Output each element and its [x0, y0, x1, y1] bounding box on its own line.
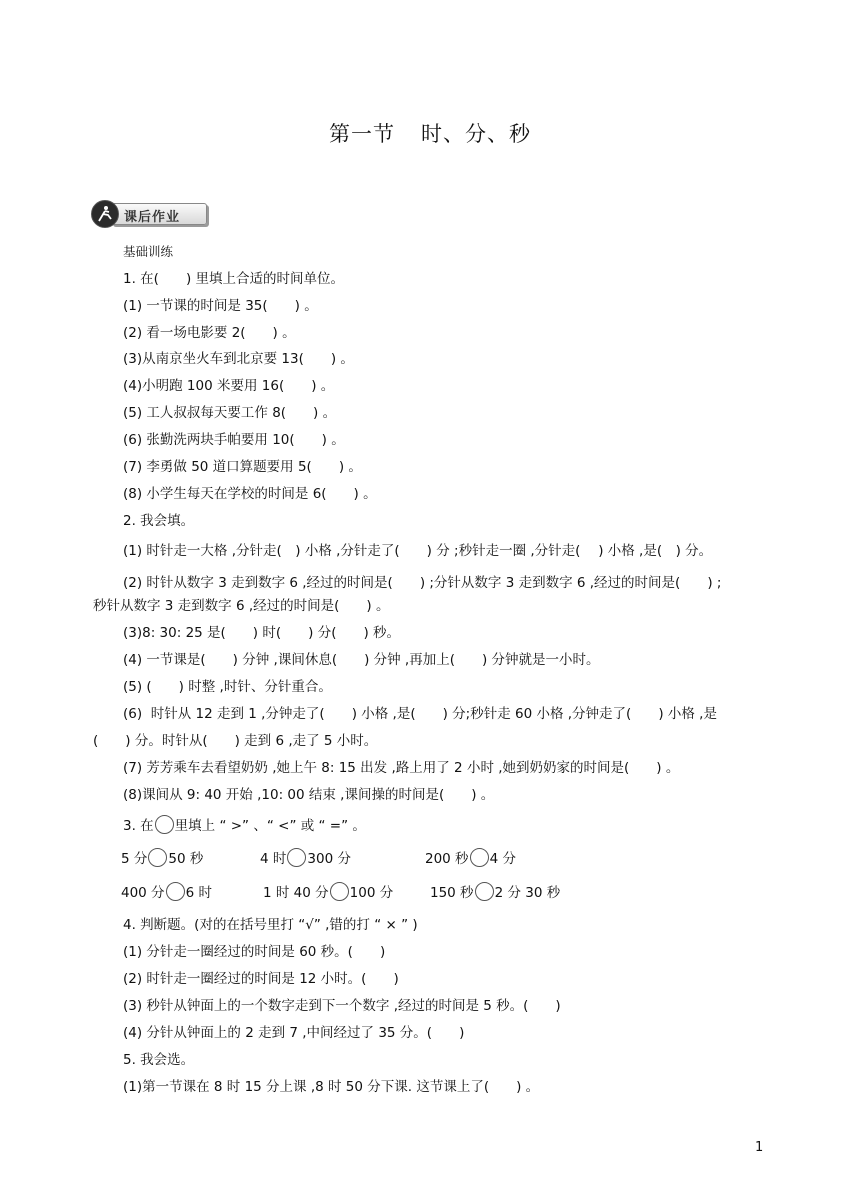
answer-circle[interactable]	[166, 882, 185, 901]
answer-circle[interactable]	[330, 882, 349, 901]
compare-right: 300 分	[307, 851, 351, 867]
q2-item-continued: ( ) 分。时针从( ) 走到 6 ,走了 5 小时。	[93, 733, 378, 749]
q1-item: (1) 一节课的时间是 35( ) 。	[123, 298, 318, 314]
compare-circle-icon	[155, 815, 174, 834]
q4-item: (2) 时针走一圈经过的时间是 12 小时。( )	[123, 971, 399, 987]
q2-item: (6) 时针从 12 走到 1 ,分钟走了( ) 小格 ,是( ) 分;秒针走 60 小格 ,分钟走了( ) 小格 ,是	[123, 706, 717, 722]
banner-label: 课后作业	[124, 210, 181, 225]
q1-item: (4)小明跑 100 米要用 16( ) 。	[123, 378, 335, 394]
q1-item: (6) 张勤洗两块手帕要用 10( ) 。	[123, 432, 345, 448]
title-part1: 第一节	[329, 122, 395, 146]
answer-circle[interactable]	[470, 848, 489, 867]
q2-item: (7) 芳芳乘车去看望奶奶 ,她上午 8: 15 出发 ,路上用了 2 小时 ,她到奶奶家的时间是( ) 。	[123, 760, 680, 776]
q2-item: (2) 时针从数字 3 走到数字 6 ,经过的时间是( ) ;分针从数字 3 走到数字 6 ,经过的时间是( ) ;	[123, 575, 722, 591]
homework-banner	[91, 198, 209, 228]
q2-item: (4) 一节课是( ) 分钟 ,课间休息( ) 分钟 ,再加上( ) 分钟就是一小时。	[123, 652, 600, 668]
q4-item: (3) 秒针从钟面上的一个数字走到下一个数字 ,经过的时间是 5 秒。( )	[123, 998, 561, 1014]
q2-item: (3)8: 30: 25 是( ) 时( ) 分( ) 秒。	[123, 625, 401, 641]
q4-stem: 4. 判断题。(对的在括号里打 “√” ,错的打 “ × ” )	[123, 917, 418, 933]
q1-item: (2) 看一场电影要 2( ) 。	[123, 325, 296, 341]
q1-item: (8) 小学生每天在学校的时间是 6( ) 。	[123, 486, 377, 502]
q5-stem: 5. 我会选。	[123, 1052, 195, 1068]
title-part2: 时、分、秒	[421, 122, 531, 146]
q2-stem: 2. 我会填。	[123, 513, 195, 529]
banner-bar	[111, 203, 207, 225]
page-number: 1	[755, 1140, 764, 1155]
compare-right: 6 时	[185, 885, 212, 901]
compare-item	[121, 848, 203, 868]
compare-left: 5 分	[121, 851, 148, 867]
q1-stem: 1. 在( ) 里填上合适的时间单位。	[123, 271, 344, 287]
q1-item: (5) 工人叔叔每天要工作 8( ) 。	[123, 405, 337, 421]
page-title	[0, 118, 860, 148]
compare-left: 4 时	[260, 851, 287, 867]
compare-right: 50 秒	[168, 851, 204, 867]
compare-item	[260, 848, 351, 868]
answer-circle[interactable]	[148, 848, 167, 867]
compare-right: 2 分 30 秒	[494, 885, 561, 901]
compare-left: 1 时 40 分	[263, 885, 329, 901]
q5-item: (1)第一节课在 8 时 15 分上课 ,8 时 50 分下课. 这节课上了( ) 。	[123, 1079, 540, 1095]
compare-item	[430, 882, 560, 902]
q2-item: (5) ( ) 时整 ,时针、分针重合。	[123, 679, 332, 695]
q2-item: (8)课间从 9: 40 开始 ,10: 00 结束 ,课间操的时间是( ) 。	[123, 787, 495, 803]
q2-item: (1) 时针走一大格 ,分针走( ) 小格 ,分针走了( ) 分 ;秒针走一圈 ,分针走( ) 小格 ,是( ) 分。	[123, 543, 713, 559]
answer-circle[interactable]	[475, 882, 494, 901]
compare-right: 4 分	[489, 851, 516, 867]
q1-item: (3)从南京坐火车到北京要 13( ) 。	[123, 351, 354, 367]
compare-left: 150 秒	[430, 885, 474, 901]
answer-circle[interactable]	[287, 848, 306, 867]
q1-item: (7) 李勇做 50 道口算题要用 5( ) 。	[123, 459, 362, 475]
q4-item: (4) 分针从钟面上的 2 走到 7 ,中间经过了 35 分。( )	[123, 1025, 465, 1041]
section-label: 基础训练	[123, 244, 174, 259]
q3-stem-b: 里填上 “ >” 、“ <” 或 “ =” 。	[174, 818, 366, 834]
running-figure-icon	[91, 200, 119, 228]
compare-left: 200 秒	[425, 851, 469, 867]
compare-item	[121, 882, 212, 902]
compare-item	[425, 848, 516, 868]
compare-right: 100 分	[349, 885, 394, 901]
compare-left: 400 分	[121, 885, 165, 901]
q3-stem	[123, 815, 366, 835]
q2-item-continued: 秒针从数字 3 走到数字 6 ,经过的时间是( ) 。	[93, 598, 390, 614]
compare-item	[263, 882, 393, 902]
q4-item: (1) 分针走一圈经过的时间是 60 秒。( )	[123, 944, 386, 960]
q3-stem-a: 3. 在	[123, 818, 154, 834]
